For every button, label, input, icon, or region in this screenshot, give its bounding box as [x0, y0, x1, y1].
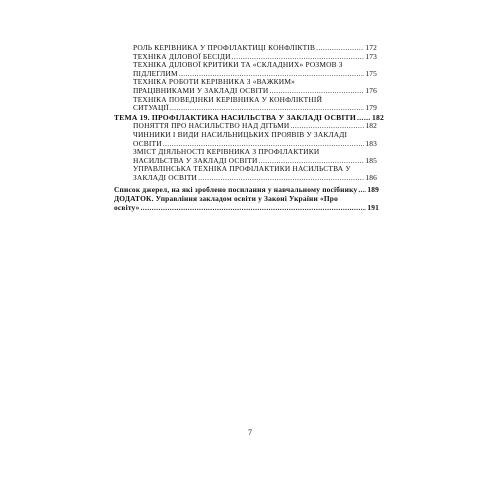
toc-entry-page: 173 [365, 51, 377, 61]
toc-entry-page: 179 [365, 103, 377, 113]
toc-references-title: Список джерел, на які зроблено посилання у навчальному посібнику [114, 184, 358, 194]
toc-appendix [114, 195, 379, 212]
toc-entry-title-continued: ЗАКЛАДІ ОСВІТИ [133, 172, 198, 182]
table-of-contents [114, 44, 384, 212]
toc-entry-title: РОЛЬ КЕРІВНИКА У ПРОФІЛАКТИЦІ КОНФЛІКТІВ [133, 43, 316, 52]
toc-entry [133, 148, 377, 165]
dot-leader [316, 44, 364, 53]
toc-entry [133, 96, 377, 113]
toc-entry-page: 183 [365, 138, 377, 148]
toc-topic-page: 182 [372, 112, 384, 122]
dot-leader [198, 174, 364, 183]
toc-entry [133, 61, 377, 78]
toc-entry-title-continued: НАСИЛЬСТВА У ЗАКЛАДІ ОСВІТИ [133, 155, 258, 165]
toc-entry-title: ЗМІСТ ДІЯЛЬНОСТІ КЕРІВНИКА З ПРОФІЛАКТИКИ [133, 147, 320, 157]
toc-entry-title-continued: СИТУАЦІЇ [133, 103, 169, 113]
toc-entry-title: ТЕХНІКА ДІЛОВОЇ БЕСІДИ [133, 51, 231, 61]
toc-entry-title-continued: ОСВІТИ [133, 138, 162, 148]
toc-references [114, 186, 379, 195]
toc-entry-title: УПРАВЛІНСЬКА ТЕХНІКА ПРОФІЛАКТИКИ НАСИЛЬСТВА У [133, 164, 351, 174]
toc-entry-title: ТЕХНІКА ПОВЕДІНКИ КЕРІВНИКА У КОНФЛІКТНІЙ [133, 94, 323, 104]
toc-entry-title: ТЕХНІКА ДІЛОВОЇ КРИТИКИ ТА «СКЛАДНИХ» РОЗМОВ З [133, 60, 343, 70]
toc-entry-page: 182 [365, 121, 377, 131]
toc-entry [133, 78, 377, 95]
toc-entry-page: 176 [365, 85, 377, 95]
page-number: 7 [248, 428, 252, 437]
toc-entry [133, 165, 377, 182]
dot-leader [170, 104, 365, 113]
toc-entry-title-continued: ПІДЛЕГЛИМ [133, 68, 178, 78]
toc-entry-title: ПОНЯТТЯ ПРО НАСИЛЬСТВО НАД ДІТЬМИ [133, 121, 290, 131]
dot-leader [141, 204, 367, 213]
toc-entry-page: 185 [365, 155, 377, 165]
toc-entry-page: 172 [365, 43, 377, 52]
toc-entry-page: 186 [365, 172, 377, 182]
toc-entry-title: ТЕХНІКА РОБОТИ КЕРІВНИКА З «ВАЖКИМ» [133, 77, 295, 87]
toc-entry [133, 131, 377, 148]
dot-leader [358, 186, 366, 195]
toc-topic-title: ТЕМА 19. ПРОФІЛАКТИКА НАСИЛЬСТВА У ЗАКЛАДІ ОСВІТИ [114, 112, 356, 122]
toc-appendix-title: ДОДАТОК. Управління закладом освіти у Законі України «Про [114, 194, 339, 204]
toc-appendix-title-continued: освіту» [114, 202, 140, 212]
toc-entry-page: 175 [365, 68, 377, 78]
toc-appendix-page: 191 [367, 202, 379, 212]
toc-entry-title: ЧИННИКИ І ВИДИ НАСИЛЬНИЦЬКИХ ПРОЯВІВ У ЗАКЛАДІ [133, 129, 348, 139]
toc-entry-title-continued: ПРАЦІВНИКАМИ У ЗАКЛАДІ ОСВІТИ [133, 85, 269, 95]
toc-references-page: 189 [367, 184, 379, 194]
